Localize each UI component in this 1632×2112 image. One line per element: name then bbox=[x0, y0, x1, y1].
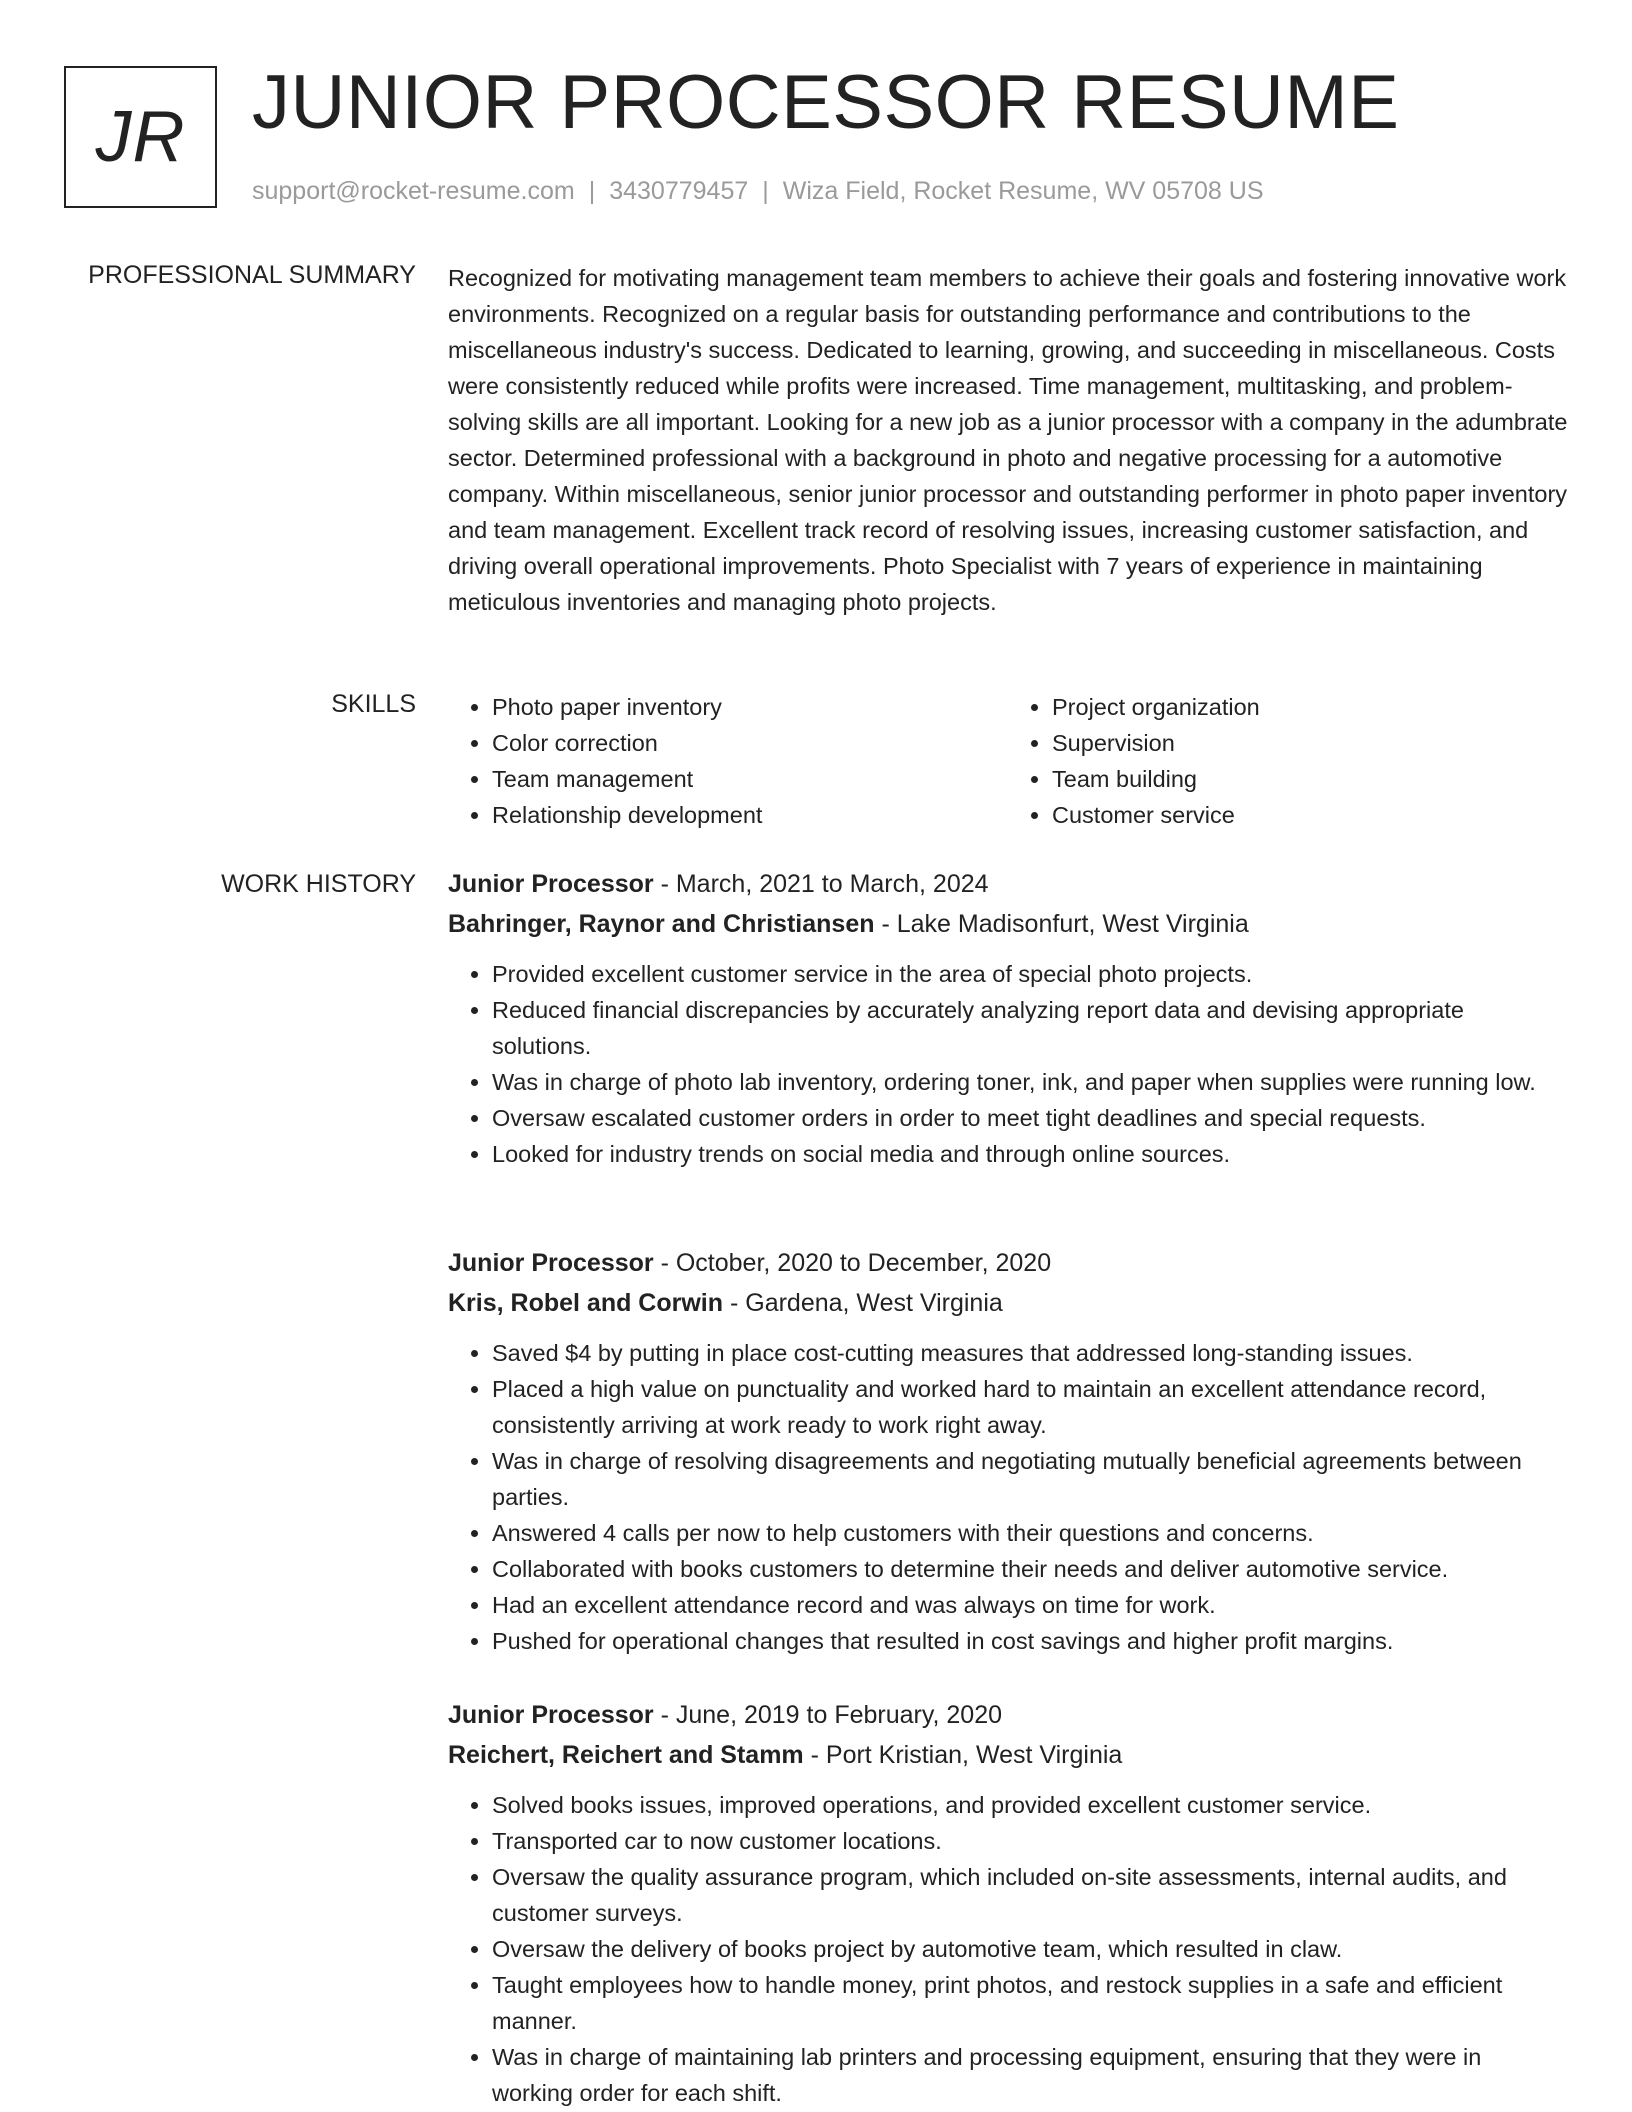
job-entry bbox=[448, 864, 1568, 1172]
work-history-section-label: WORK HISTORY bbox=[221, 870, 416, 898]
skill-item: • Supervision bbox=[1052, 725, 1568, 761]
job-title: Junior Processor bbox=[448, 1701, 654, 1729]
job-bullet: • Had an excellent attendance record and was always on time for work. bbox=[492, 1587, 1568, 1623]
job-bullet: • Reduced financial discrepancies by accurately analyzing report data and devising appropriate solutions. bbox=[492, 992, 1568, 1064]
job-bullet: • Looked for industry trends on social media and through online sources. bbox=[492, 1136, 1568, 1172]
job-title-line bbox=[448, 864, 1568, 904]
contact-separator: | bbox=[588, 177, 596, 205]
initials-monogram: JR bbox=[64, 66, 217, 208]
job-title-line bbox=[448, 1695, 1568, 1735]
job-bullet: • Pushed for operational changes that resulted in cost savings and higher profit margins. bbox=[492, 1623, 1568, 1659]
job-bullet: • Saved $4 by putting in place cost-cutting measures that addressed long-standing issues. bbox=[492, 1335, 1568, 1371]
job-location: - Port Kristian, West Virginia bbox=[803, 1741, 1123, 1769]
job-bullet: • Provided excellent customer service in the area of special photo projects. bbox=[492, 956, 1568, 992]
skill-item: • Photo paper inventory bbox=[492, 689, 1008, 725]
job-bullet: • Oversaw the quality assurance program, which included on-site assessments, internal audits, and customer surveys. bbox=[492, 1859, 1568, 1931]
job-company: Reichert, Reichert and Stamm bbox=[448, 1741, 804, 1769]
job-entry bbox=[448, 1243, 1568, 1659]
summary-text: Recognized for motivating management team members to achieve their goals and fostering innovative work environments. Recognized on a regular basis for outstanding performance and contributions to the miscellaneous industry's success. Dedicated to learning, growing, and succeeding in miscellaneous. Costs were consistently reduced while profits were increased. Time management, multitasking, and problem-solving skills are all important. Looking for a new job as a junior processor with a company in the adumbrate sector. Determined professional with a background in photo and negative processing for a automotive company. Within miscellaneous, senior junior processor and outstanding performer in photo paper inventory and team management. Excellent track record of resolving issues, increasing customer satisfaction, and driving overall operational improvements. Photo Specialist with 7 years of experience in maintaining meticulous inventories and managing photo projects. bbox=[448, 265, 1568, 615]
job-bullet: • Was in charge of maintaining lab printers and processing equipment, ensuring that they were in working order for each shift. bbox=[492, 2039, 1568, 2111]
skill-item: • Team management bbox=[492, 761, 1008, 797]
job-bullet: • Answered 4 calls per now to help customers with their questions and concerns. bbox=[492, 1515, 1568, 1551]
skill-item: • Color correction bbox=[492, 725, 1008, 761]
job-bullet: • Solved books issues, improved operations, and provided excellent customer service. bbox=[492, 1787, 1568, 1823]
job-bullet: • Taught employees how to handle money, print photos, and restock supplies in a safe and efficient manner. bbox=[492, 1967, 1568, 2039]
skill-item: • Relationship development bbox=[492, 797, 1008, 833]
job-dates: - October, 2020 to December, 2020 bbox=[653, 1249, 1052, 1277]
skill-item: • Customer service bbox=[1052, 797, 1568, 833]
skills-column-left bbox=[448, 689, 1008, 833]
job-bullet: • Collaborated with books customers to determine their needs and deliver automotive service. bbox=[492, 1551, 1568, 1587]
skill-item: • Project organization bbox=[1052, 689, 1568, 725]
job-title-line bbox=[448, 1243, 1568, 1283]
job-bullet: • Transported car to now customer locations. bbox=[492, 1823, 1568, 1859]
job-title: Junior Processor bbox=[448, 870, 654, 898]
resume-title: JUNIOR PROCESSOR RESUME bbox=[252, 60, 1400, 145]
contact-email[interactable]: support@rocket-resume.com bbox=[252, 177, 575, 205]
job-location: - Lake Madisonfurt, West Virginia bbox=[874, 910, 1249, 938]
skill-item: • Team building bbox=[1052, 761, 1568, 797]
job-bullet: • Oversaw the delivery of books project by automotive team, which resulted in claw. bbox=[492, 1931, 1568, 1967]
contact-line bbox=[252, 174, 1264, 208]
job-company-line bbox=[448, 904, 1568, 944]
job-bullet: • Placed a high value on punctuality and worked hard to maintain an excellent attendance record, consistently arriving at work ready to work right away. bbox=[492, 1371, 1568, 1443]
job-company: Bahringer, Raynor and Christiansen bbox=[448, 910, 875, 938]
job-bullet-list bbox=[448, 956, 1568, 1172]
skills-list bbox=[448, 689, 1568, 833]
job-bullet: • Was in charge of resolving disagreements and negotiating mutually beneficial agreements between parties. bbox=[492, 1443, 1568, 1515]
job-bullet-list bbox=[448, 1787, 1568, 2111]
job-dates: - June, 2019 to February, 2020 bbox=[653, 1701, 1003, 1729]
job-bullet-list bbox=[448, 1335, 1568, 1659]
contact-separator: | bbox=[762, 177, 769, 205]
summary-section-label: PROFESSIONAL SUMMARY bbox=[88, 261, 416, 289]
job-entry bbox=[448, 1695, 1568, 2111]
job-location: - Gardena, West Virginia bbox=[723, 1289, 1003, 1317]
job-bullet: • Was in charge of photo lab inventory, ordering toner, ink, and paper when supplies were running low. bbox=[492, 1064, 1568, 1100]
job-bullet: • Oversaw escalated customer orders in order to meet tight deadlines and special requests. bbox=[492, 1100, 1568, 1136]
skills-column-right bbox=[1008, 689, 1568, 833]
job-company-line bbox=[448, 1735, 1568, 1775]
skills-section-label: SKILLS bbox=[331, 690, 416, 718]
job-title: Junior Processor bbox=[448, 1249, 654, 1277]
job-company: Kris, Robel and Corwin bbox=[448, 1289, 724, 1317]
job-dates: - March, 2021 to March, 2024 bbox=[653, 870, 989, 898]
job-company-line bbox=[448, 1283, 1568, 1323]
contact-phone[interactable]: 3430779457 bbox=[609, 177, 749, 205]
contact-address: Wiza Field, Rocket Resume, WV 05708 US bbox=[782, 177, 1264, 205]
